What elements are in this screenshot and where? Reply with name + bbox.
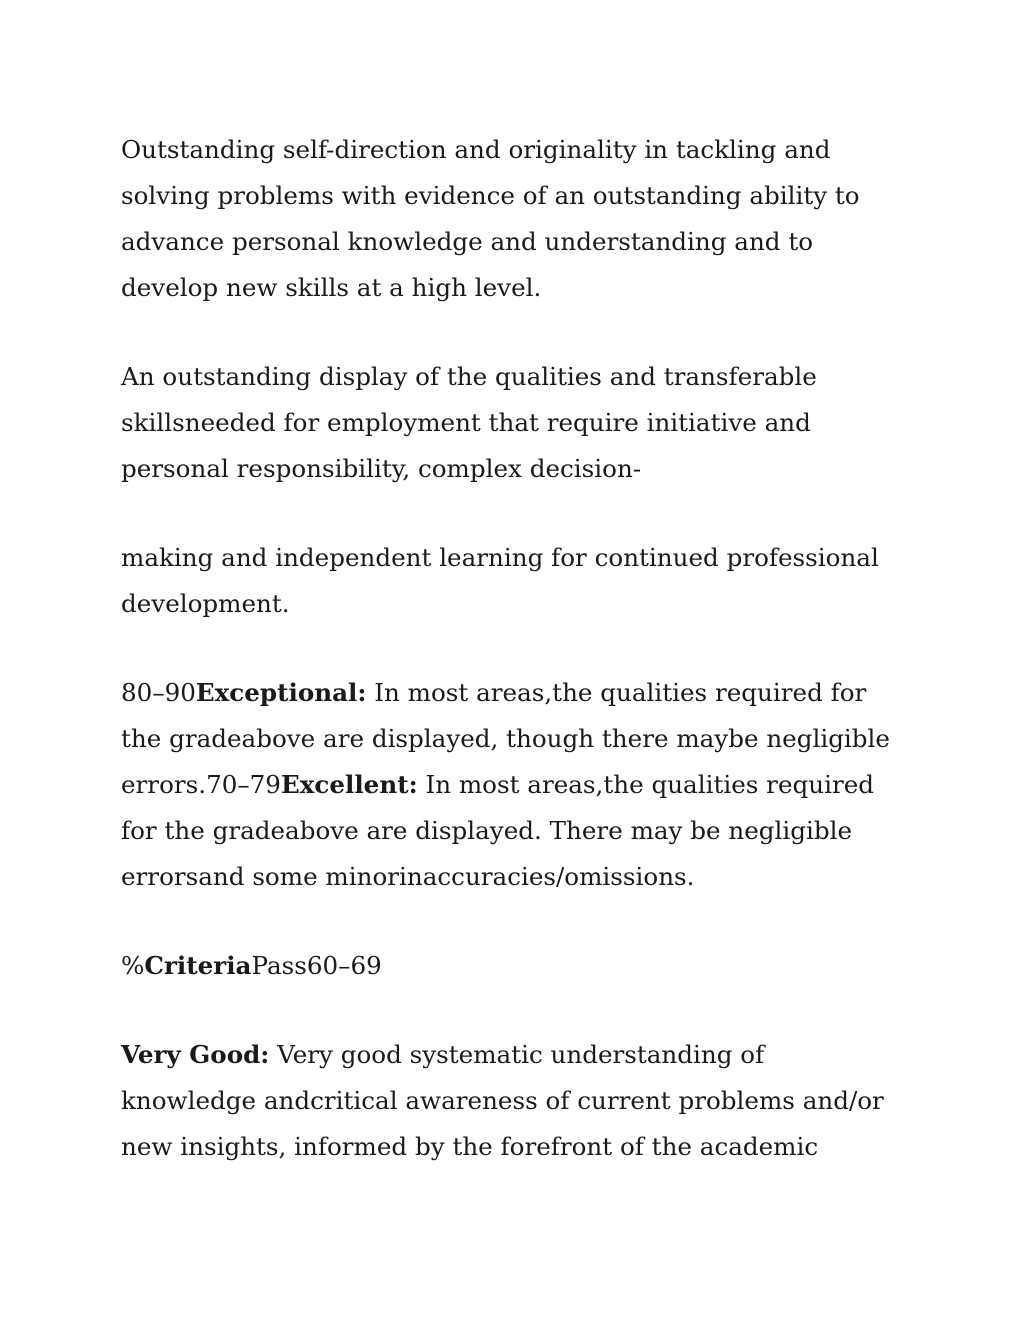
- grade-label-excellent: Excellent:: [280, 770, 418, 799]
- paragraph-independent-learning: making and independent learning for continued professional development.: [121, 543, 879, 618]
- paragraph-transferable-skills: An outstanding display of the qualities and transferable skillsneeded for employment that require initiative and personal responsibility, complex decision-: [121, 362, 817, 483]
- grade-range-80-90: 80–90: [121, 678, 196, 707]
- grade-label-very-good: Very Good:: [121, 1040, 270, 1069]
- grade-label-exceptional: Exceptional:: [195, 678, 367, 707]
- percent-label: %: [121, 951, 145, 980]
- paragraph-very-good: [121, 1032, 911, 1170]
- excellent-description: In most areas,the qualities required for the gradeabove are displayed. There may be negligible errorsand some minorinaccuracies/omissions.: [121, 770, 874, 891]
- paragraph-grade-bands: [121, 670, 911, 900]
- very-good-description: Very good systematic understanding of knowledge andcritical awareness of current problems and/or new insights, informed by the forefront of the academic: [121, 1040, 884, 1161]
- document-page: [121, 127, 911, 1213]
- exceptional-description: In most areas,the qualities required for the gradeabove are displayed, though there maybe negligible errors.70–79: [121, 678, 890, 799]
- paragraph-criteria-header: [121, 943, 911, 989]
- paragraph-outstanding-self-direction: Outstanding self-direction and originality in tackling and solving problems with evidence of an outstanding ability to advance personal knowledge and understanding and to develop new skills at a high level.: [121, 135, 860, 302]
- criteria-label: Criteria: [144, 951, 252, 980]
- pass-range-label: Pass60–69: [251, 951, 382, 980]
